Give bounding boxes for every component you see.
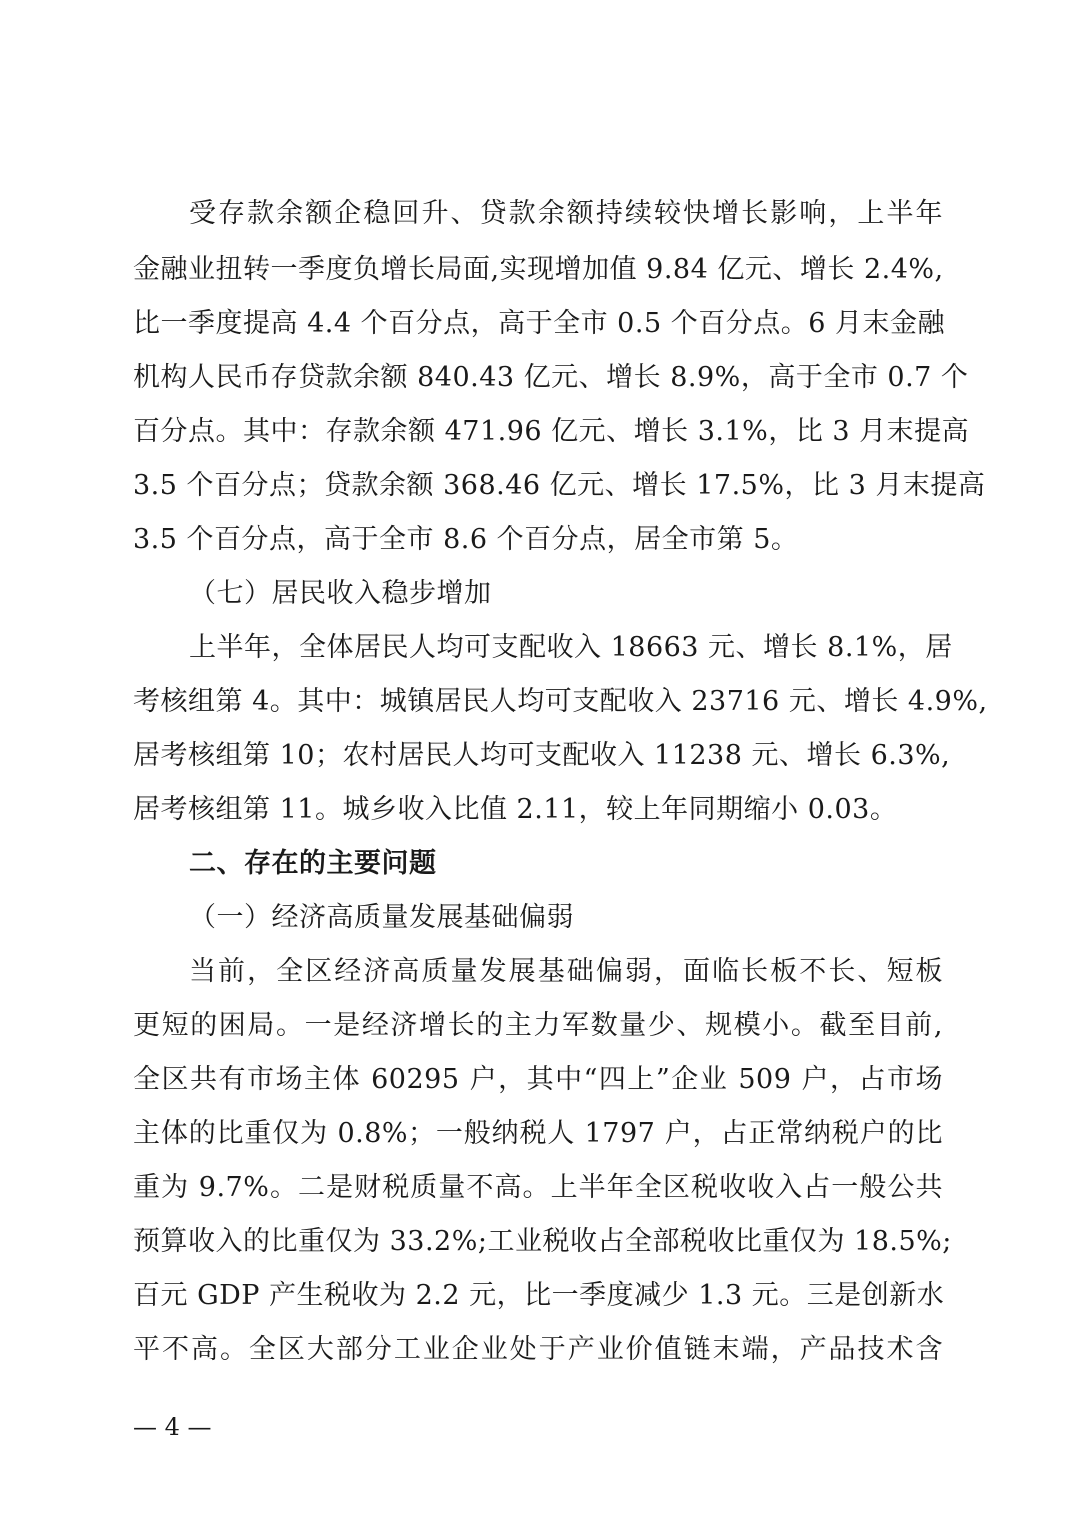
- income-line: 居考核组第 10；农村居民人均可支配收入 11238 元、增长 6.3%,: [133, 740, 951, 771]
- foundation-line: 平不高。全区大部分工业企业处于产业价值链末端，产品技术含: [133, 1334, 943, 1365]
- section-heading-income: （七）居民收入稳步增加: [189, 578, 492, 609]
- finance-line: 机构人民币存贷款余额 840.43 亿元、增长 8.9%，高于全市 0.7 个: [133, 362, 969, 393]
- foundation-line: 当前，全区经济高质量发展基础偏弱，面临长板不长、短板: [189, 956, 943, 987]
- page-number: — 4 —: [133, 1413, 212, 1441]
- income-line: 上半年，全体居民人均可支配收入 18663 元、增长 8.1%，居: [189, 632, 953, 663]
- foundation-line: 重为 9.7%。二是财税质量不高。上半年全区税收收入占一般公共: [133, 1172, 943, 1203]
- section-heading-foundation: （一）经济高质量发展基础偏弱: [189, 902, 574, 933]
- finance-line: 比一季度提高 4.4 个百分点，高于全市 0.5 个百分点。6 月末金融: [133, 308, 945, 339]
- foundation-line: 主体的比重仅为 0.8%；一般纳税人 1797 户，占正常纳税户的比: [133, 1118, 943, 1149]
- finance-line: 3.5 个百分点，高于全市 8.6 个百分点，居全市第 5。: [133, 524, 799, 555]
- foundation-line: 全区共有市场主体 60295 户，其中“四上”企业 509 户，占市场: [133, 1064, 943, 1095]
- finance-line: 3.5 个百分点；贷款余额 368.46 亿元、增长 17.5%，比 3 月末提高: [133, 470, 986, 501]
- foundation-line: 预算收入的比重仅为 33.2%;工业税收占全部税收比重仅为 18.5%;: [133, 1226, 952, 1257]
- foundation-line: 百元 GDP 产生税收为 2.2 元，比一季度减少 1.3 元。三是创新水: [133, 1280, 945, 1311]
- income-line: 考核组第 4。其中：城镇居民人均可支配收入 23716 元、增长 4.9%,: [133, 686, 988, 717]
- finance-line: 受存款余额企稳回升、贷款余额持续较快增长影响，上半年: [189, 198, 943, 229]
- finance-line: 金融业扭转一季度负增长局面,实现增加值 9.84 亿元、增长 2.4%,: [133, 254, 944, 285]
- chapter-heading-problems: 二、存在的主要问题: [189, 848, 437, 879]
- foundation-line: 更短的困局。一是经济增长的主力军数量少、规模小。截至目前,: [133, 1010, 943, 1041]
- finance-line: 百分点。其中：存款余额 471.96 亿元、增长 3.1%，比 3 月末提高: [133, 416, 970, 447]
- income-line: 居考核组第 11。城乡收入比值 2.11，较上年同期缩小 0.03。: [133, 794, 898, 825]
